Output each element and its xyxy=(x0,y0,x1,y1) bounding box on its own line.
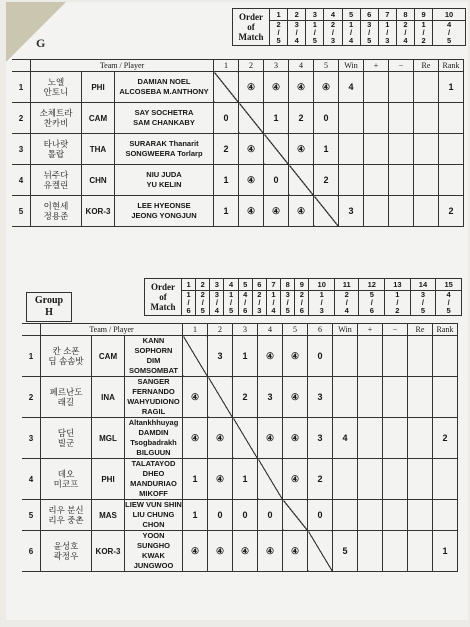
match-number: 3 xyxy=(306,9,324,21)
team-code: CAM xyxy=(92,336,125,377)
self-match-cell xyxy=(308,531,333,572)
opponent-column-header: 6 xyxy=(308,324,333,336)
plus-cell xyxy=(358,459,383,500)
score-cell: ④ xyxy=(239,196,264,227)
corner-group-label: G xyxy=(36,36,46,50)
summary-column-header: Re xyxy=(414,60,439,72)
minus-cell xyxy=(389,72,414,103)
group-h-results-table xyxy=(22,323,458,572)
player-names: TALATAYOD DHEO MANDURIAO MIKOFF xyxy=(125,459,183,500)
match-pairing: 5 / 6 xyxy=(359,291,385,316)
self-match-cell xyxy=(264,134,289,165)
match-pairing: 3 / 5 xyxy=(360,21,378,46)
match-pairing: 2 / 3 xyxy=(252,291,266,316)
match-pairing: 2 / 4 xyxy=(335,291,359,316)
score-cell: ④ xyxy=(289,72,314,103)
summary-column-header: Rank xyxy=(439,60,464,72)
score-cell: 1 xyxy=(214,165,239,196)
minus-cell xyxy=(383,336,408,377)
opponent-column-header: 4 xyxy=(258,324,283,336)
self-match-cell xyxy=(258,459,283,500)
team-code: INA xyxy=(92,377,125,418)
plus-cell xyxy=(358,531,383,572)
score-cell: ④ xyxy=(208,459,233,500)
score-cell: ④ xyxy=(239,165,264,196)
row-number: 1 xyxy=(22,336,41,377)
score-cell: 1 xyxy=(314,134,339,165)
table-row xyxy=(12,72,464,103)
re-cell xyxy=(408,336,433,377)
table-row xyxy=(22,418,458,459)
summary-column-header: Rank xyxy=(433,324,458,336)
match-number: 3 xyxy=(210,279,224,291)
match-pairing: 1 / 2 xyxy=(415,21,433,46)
opponent-column-header: 5 xyxy=(314,60,339,72)
self-match-cell xyxy=(183,336,208,377)
score-cell: 3 xyxy=(258,377,283,418)
match-number: 8 xyxy=(396,9,414,21)
opponent-column-header: 2 xyxy=(239,60,264,72)
table-row xyxy=(12,196,464,227)
minus-cell xyxy=(383,377,408,418)
korean-names: 윤성호 곽정우 xyxy=(41,531,92,572)
score-cell: 3 xyxy=(308,377,333,418)
score-cell: ④ xyxy=(283,531,308,572)
rank-cell xyxy=(439,165,464,196)
score-cell: 1 xyxy=(233,336,258,377)
team-code: PHI xyxy=(82,72,115,103)
score-cell: ④ xyxy=(183,531,208,572)
score-cell: 2 xyxy=(214,134,239,165)
korean-names: 뉘주다 유켈린 xyxy=(31,165,82,196)
row-number: 4 xyxy=(12,165,31,196)
score-cell: ④ xyxy=(258,336,283,377)
row-number: 2 xyxy=(12,103,31,134)
re-cell xyxy=(408,377,433,418)
score-cell: ④ xyxy=(183,418,208,459)
opponent-column-header: 3 xyxy=(264,60,289,72)
match-number: 7 xyxy=(266,279,280,291)
match-pairing: 3 / 4 xyxy=(210,291,224,316)
score-cell: ④ xyxy=(258,531,283,572)
team-code: KOR-3 xyxy=(92,531,125,572)
korean-names: 담딘 빌군 xyxy=(41,418,92,459)
table-row xyxy=(12,134,464,165)
match-pairing: 2 / 5 xyxy=(270,21,288,46)
score-cell: 0 xyxy=(308,500,333,531)
folded-corner xyxy=(6,2,66,62)
score-cell: 2 xyxy=(289,103,314,134)
match-number: 9 xyxy=(295,279,309,291)
team-player-header: Team / Player xyxy=(31,60,214,72)
match-pairing: 2 / 4 xyxy=(396,21,414,46)
opponent-column-header: 2 xyxy=(208,324,233,336)
table-row xyxy=(22,459,458,500)
score-cell: ④ xyxy=(208,531,233,572)
plus-cell xyxy=(364,134,389,165)
order-of-match-label: Order of Match xyxy=(145,279,182,316)
score-cell: ④ xyxy=(233,531,258,572)
re-cell xyxy=(408,459,433,500)
row-number: 3 xyxy=(12,134,31,165)
self-match-cell xyxy=(289,165,314,196)
player-names: Altankhhuyag DAMDIN Tsogbadrakh BILGUUN xyxy=(125,418,183,459)
rank-cell xyxy=(433,377,458,418)
player-names: NIU JUDA YU KELIN xyxy=(115,165,214,196)
score-cell: 2 xyxy=(314,165,339,196)
match-number: 2 xyxy=(196,279,210,291)
row-number-header xyxy=(22,324,41,336)
score-cell: 0 xyxy=(314,103,339,134)
match-number: 6 xyxy=(252,279,266,291)
summary-column-header: − xyxy=(389,60,414,72)
score-cell: 3 xyxy=(308,418,333,459)
team-code: MAS xyxy=(92,500,125,531)
score-cell: ④ xyxy=(239,72,264,103)
minus-cell xyxy=(383,459,408,500)
summary-column-header: Win xyxy=(333,324,358,336)
plus-cell xyxy=(358,500,383,531)
rank-cell xyxy=(433,500,458,531)
score-cell: 0 xyxy=(214,103,239,134)
summary-column-header: + xyxy=(358,324,383,336)
match-pairing: 4 / 5 xyxy=(436,291,462,316)
self-match-cell xyxy=(208,377,233,418)
player-names: YOON SUNGHO KWAK JUNGWOO xyxy=(125,531,183,572)
korean-names: 노엘 안토니 xyxy=(31,72,82,103)
row-number: 6 xyxy=(22,531,41,572)
table-row xyxy=(22,531,458,572)
match-number: 11 xyxy=(335,279,359,291)
score-cell: 0 xyxy=(264,165,289,196)
match-pairing: 1 / 3 xyxy=(378,21,396,46)
score-cell: ④ xyxy=(283,459,308,500)
match-pairing: 1 / 4 xyxy=(266,291,280,316)
summary-column-header: + xyxy=(364,60,389,72)
match-pairing: 1 / 3 xyxy=(309,291,335,316)
table-row xyxy=(22,377,458,418)
minus-cell xyxy=(383,531,408,572)
re-cell xyxy=(414,103,439,134)
match-number: 5 xyxy=(238,279,252,291)
plus-cell xyxy=(358,336,383,377)
re-cell xyxy=(408,531,433,572)
match-pairing: 1 / 2 xyxy=(385,291,411,316)
rank-cell: 1 xyxy=(433,531,458,572)
match-pairing: 1 / 4 xyxy=(342,21,360,46)
score-cell: ④ xyxy=(289,134,314,165)
match-number: 12 xyxy=(359,279,385,291)
team-code: THA xyxy=(82,134,115,165)
plus-cell xyxy=(358,418,383,459)
self-match-cell xyxy=(283,500,308,531)
score-cell: 1 xyxy=(183,500,208,531)
rank-cell: 1 xyxy=(439,72,464,103)
player-names: LIEW VUN SHIN LIU CHUNG CHON xyxy=(125,500,182,529)
win-cell xyxy=(333,377,358,418)
table-row xyxy=(22,336,458,377)
row-number: 1 xyxy=(12,72,31,103)
score-cell: 0 xyxy=(233,500,258,531)
summary-column-header: Re xyxy=(408,324,433,336)
korean-names: 칸 소폰 딤 솜솜밧 xyxy=(41,336,92,377)
match-number: 14 xyxy=(410,279,436,291)
summary-column-header: Win xyxy=(339,60,364,72)
order-of-match-label: Order of Match xyxy=(233,9,270,46)
korean-names: 데오 미코프 xyxy=(41,459,92,500)
match-number: 4 xyxy=(324,9,342,21)
re-cell xyxy=(414,165,439,196)
score-cell: ④ xyxy=(289,196,314,227)
score-cell: ④ xyxy=(283,377,308,418)
win-cell xyxy=(333,336,358,377)
korean-names: 타나랏 톨랍 xyxy=(31,134,82,165)
plus-cell xyxy=(358,377,383,418)
win-cell xyxy=(339,134,364,165)
win-cell xyxy=(339,165,364,196)
match-number: 8 xyxy=(281,279,295,291)
self-match-cell xyxy=(233,418,258,459)
score-cell: 1 xyxy=(214,196,239,227)
score-cell: 0 xyxy=(208,500,233,531)
score-cell: 0 xyxy=(258,500,283,531)
match-number: 13 xyxy=(385,279,411,291)
team-player-header: Team / Player xyxy=(41,324,183,336)
match-pairing: 1 / 6 xyxy=(182,291,196,316)
score-cell: ④ xyxy=(258,418,283,459)
match-pairing: 2 / 3 xyxy=(324,21,342,46)
player-names: SURARAK Thanarit SONGWEERA Torlarp xyxy=(115,134,214,165)
scoresheet-page xyxy=(6,2,468,620)
opponent-column-header: 1 xyxy=(183,324,208,336)
win-cell xyxy=(333,459,358,500)
rank-cell xyxy=(439,103,464,134)
plus-cell xyxy=(364,196,389,227)
row-number: 2 xyxy=(22,377,41,418)
minus-cell xyxy=(383,500,408,531)
match-number: 1 xyxy=(270,9,288,21)
re-cell xyxy=(414,72,439,103)
score-cell: ④ xyxy=(264,196,289,227)
match-pairing: 3 / 5 xyxy=(410,291,436,316)
match-number: 4 xyxy=(224,279,238,291)
table-row xyxy=(22,500,458,531)
win-cell xyxy=(339,103,364,134)
score-cell: ④ xyxy=(183,377,208,418)
match-number: 2 xyxy=(288,9,306,21)
opponent-column-header: 5 xyxy=(283,324,308,336)
row-number: 5 xyxy=(22,500,41,531)
minus-cell xyxy=(389,165,414,196)
win-cell: 4 xyxy=(333,418,358,459)
match-number: 7 xyxy=(378,9,396,21)
rank-cell: 2 xyxy=(433,418,458,459)
match-number: 10 xyxy=(309,279,335,291)
win-cell: 4 xyxy=(339,72,364,103)
match-pairing: 2 / 5 xyxy=(196,291,210,316)
score-cell: 1 xyxy=(233,459,258,500)
score-cell: ④ xyxy=(283,418,308,459)
re-cell xyxy=(408,500,433,531)
self-match-cell xyxy=(239,103,264,134)
match-number: 10 xyxy=(433,9,466,21)
row-number: 4 xyxy=(22,459,41,500)
match-number: 1 xyxy=(182,279,196,291)
korean-names: 리우 분신 리우 중촌 xyxy=(41,500,92,531)
team-code: KOR-3 xyxy=(82,196,115,227)
minus-cell xyxy=(383,418,408,459)
opponent-column-header: 4 xyxy=(289,60,314,72)
re-cell xyxy=(408,418,433,459)
win-cell xyxy=(333,500,358,531)
korean-names: 이현세 정용준 xyxy=(31,196,82,227)
score-cell: ④ xyxy=(314,72,339,103)
rank-cell xyxy=(433,336,458,377)
score-cell: ④ xyxy=(264,72,289,103)
player-names: SAY SOCHETRA SAM CHANKABY xyxy=(115,103,214,134)
self-match-cell xyxy=(214,72,239,103)
order-of-match-table-h xyxy=(144,278,462,316)
score-cell: 2 xyxy=(233,377,258,418)
minus-cell xyxy=(389,134,414,165)
player-names: KANN SOPHORN DIM SOMSOMBAT xyxy=(125,336,183,377)
win-cell: 3 xyxy=(339,196,364,227)
match-pairing: 1 / 5 xyxy=(306,21,324,46)
match-number: 5 xyxy=(342,9,360,21)
match-pairing: 3 / 4 xyxy=(288,21,306,46)
score-cell: 0 xyxy=(308,336,333,377)
minus-cell xyxy=(389,103,414,134)
korean-names: 페르난도 래길 xyxy=(41,377,92,418)
table-row xyxy=(12,103,464,134)
rank-cell xyxy=(439,134,464,165)
score-cell: 1 xyxy=(183,459,208,500)
table-row xyxy=(12,165,464,196)
match-pairing: 3 / 5 xyxy=(281,291,295,316)
plus-cell xyxy=(364,103,389,134)
opponent-column-header: 3 xyxy=(233,324,258,336)
korean-names: 소체트라 찬카비 xyxy=(31,103,82,134)
minus-cell xyxy=(389,196,414,227)
re-cell xyxy=(414,196,439,227)
plus-cell xyxy=(364,165,389,196)
score-cell: ④ xyxy=(208,418,233,459)
row-number: 5 xyxy=(12,196,31,227)
self-match-cell xyxy=(314,196,339,227)
score-cell: 1 xyxy=(264,103,289,134)
group-g-results-table xyxy=(12,59,464,227)
team-code: MGL xyxy=(92,418,125,459)
win-cell: 5 xyxy=(333,531,358,572)
score-cell: 3 xyxy=(208,336,233,377)
match-number: 15 xyxy=(436,279,462,291)
match-number: 6 xyxy=(360,9,378,21)
row-number-header xyxy=(12,60,31,72)
team-code: PHI xyxy=(92,459,125,500)
score-cell: ④ xyxy=(239,134,264,165)
rank-cell: 2 xyxy=(439,196,464,227)
player-names: DAMIAN NOEL ALCOSEBA M.ANTHONY xyxy=(115,72,214,103)
match-pairing: 1 / 5 xyxy=(224,291,238,316)
score-cell: ④ xyxy=(283,336,308,377)
player-names: LEE HYEONSE JEONG YONGJUN xyxy=(115,196,214,227)
rank-cell xyxy=(433,459,458,500)
team-code: CAM xyxy=(82,103,115,134)
score-cell: 2 xyxy=(308,459,333,500)
team-code: CHN xyxy=(82,165,115,196)
summary-column-header: − xyxy=(383,324,408,336)
match-pairing: 2 / 6 xyxy=(295,291,309,316)
opponent-column-header: 1 xyxy=(214,60,239,72)
order-of-match-table-g xyxy=(232,8,466,46)
group-h-label: Group H xyxy=(26,292,72,322)
match-pairing: 4 / 6 xyxy=(238,291,252,316)
player-names: SANGER FERNANDO WAHYUDIONO RAGIL xyxy=(125,377,183,418)
match-pairing: 4 / 5 xyxy=(433,21,466,46)
re-cell xyxy=(414,134,439,165)
plus-cell xyxy=(364,72,389,103)
row-number: 3 xyxy=(22,418,41,459)
match-number: 9 xyxy=(415,9,433,21)
